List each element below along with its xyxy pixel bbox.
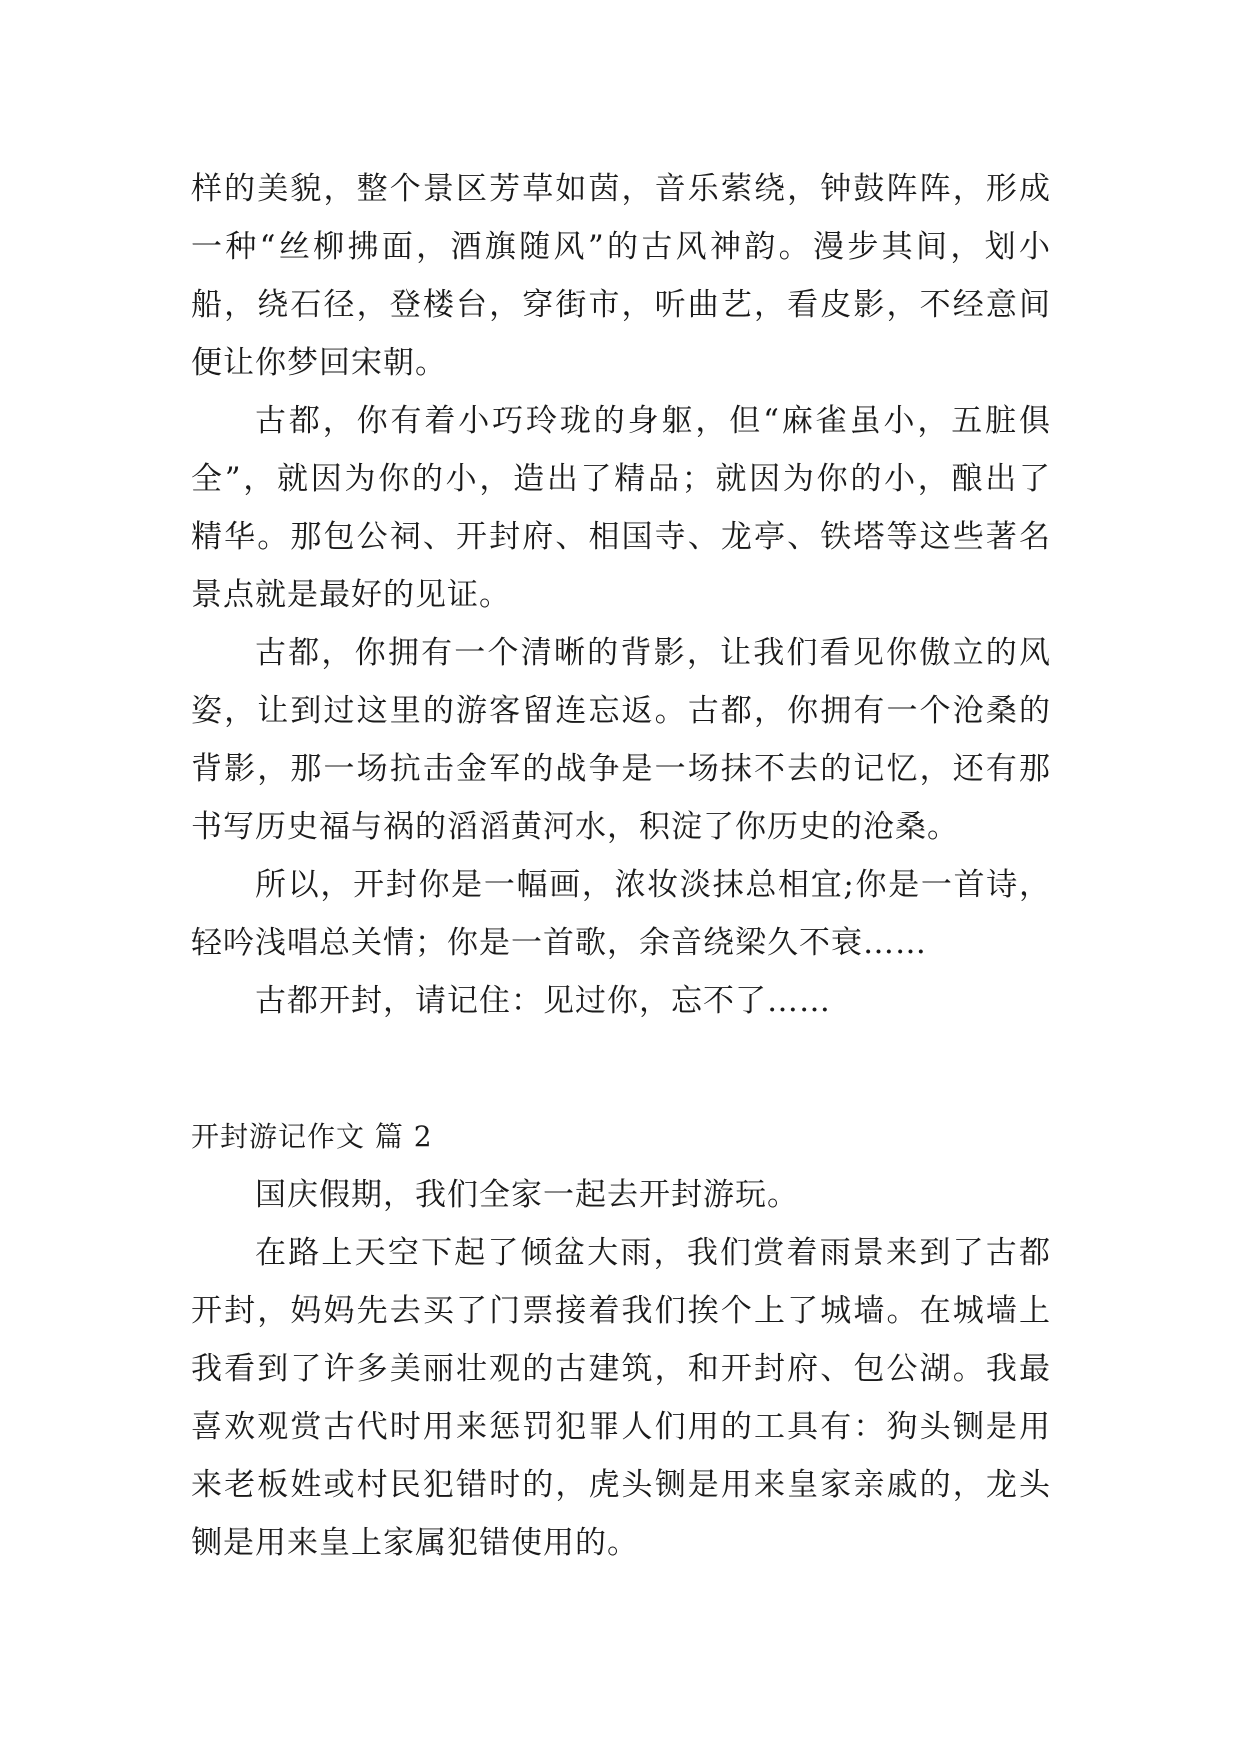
paragraph: [191, 1224, 1051, 1572]
text-line: 古都，你拥有一个清晰的背影，让我们看见你傲立的风: [255, 635, 1051, 671]
text-line: 船，绕石径，登楼台，穿街市，听曲艺，看皮影，不经意间: [191, 287, 1051, 323]
text-line: 开封，妈妈先去买了门票接着我们挨个上了城墙。在城墙上: [191, 1293, 1051, 1329]
text-line: 姿，让到过这里的游客留连忘返。古都，你拥有一个沧桑的: [191, 693, 1051, 729]
paragraph: [191, 972, 1051, 1030]
text-line: 我看到了许多美丽壮观的古建筑，和开封府、包公湖。我最: [191, 1351, 1051, 1387]
paragraph: [191, 392, 1051, 624]
paragraph: [191, 1166, 1051, 1224]
text-line: 精华。那包公祠、开封府、相国寺、龙亭、铁塔等这些著名: [191, 519, 1051, 555]
text-line: 书写历史福与祸的滔滔黄河水，积淀了你历史的沧桑。: [191, 809, 959, 845]
text-line: 喜欢观赏古代时用来惩罚犯罪人们用的工具有：狗头铡是用: [191, 1409, 1051, 1445]
section-title: 开封游记作文 篇 2: [191, 1120, 433, 1153]
document-page: [191, 160, 1051, 1572]
paragraph: [191, 160, 1051, 392]
text-line: 所以，开封你是一幅画，浓妆淡抹总相宜;你是一首诗，: [255, 867, 1051, 903]
text-line: 古都，你有着小巧玲珑的身躯，但“麻雀虽小，五脏俱: [255, 403, 1051, 439]
text-line: 便让你梦回宋朝。: [191, 345, 447, 381]
text-line: 在路上天空下起了倾盆大雨，我们赏着雨景来到了古都: [255, 1235, 1051, 1271]
text-line: 一种“丝柳拂面，酒旗随风”的古风神韵。漫步其间，划小: [191, 229, 1051, 265]
text-line: 古都开封，请记住：见过你，忘不了……: [255, 983, 831, 1019]
text-line: 来老板姓或村民犯错时的，虎头铡是用来皇家亲戚的，龙头: [191, 1467, 1051, 1503]
text-line: 样的美貌，整个景区芳草如茵，音乐萦绕，钟鼓阵阵，形成: [191, 171, 1051, 207]
text-line: 国庆假期，我们全家一起去开封游玩。: [255, 1177, 799, 1213]
text-line: 轻吟浅唱总关情；你是一首歌，余音绕梁久不衰……: [191, 925, 927, 961]
text-line: 铡是用来皇上家属犯错使用的。: [191, 1525, 639, 1561]
paragraph: [191, 624, 1051, 856]
text-line: 背影，那一场抗击金军的战争是一场抹不去的记忆，还有那: [191, 751, 1051, 787]
text-line: 景点就是最好的见证。: [191, 577, 511, 613]
text-line: 全”，就因为你的小，造出了精品；就因为你的小，酿出了: [191, 461, 1051, 497]
paragraph: [191, 856, 1051, 972]
section-gap: [191, 1030, 1051, 1108]
